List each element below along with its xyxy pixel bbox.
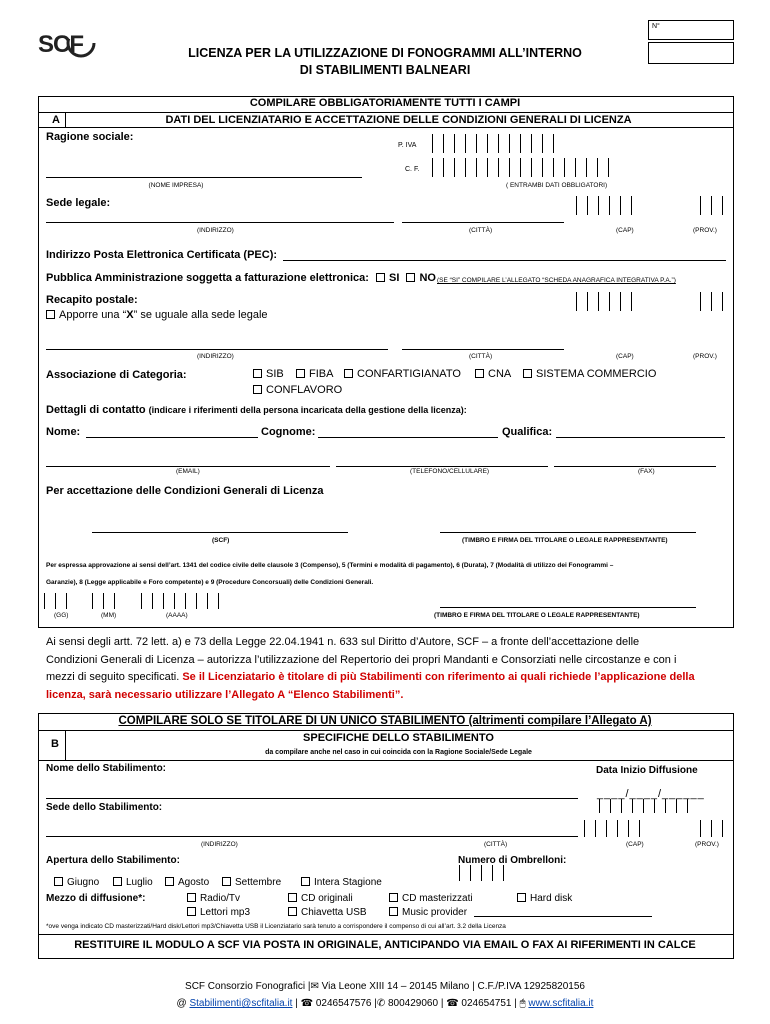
mezzo-hard-disk-label: Hard disk (530, 893, 573, 904)
entrambi-caption: ( ENTRAMBI DATI OBBLIGATORI) (506, 182, 608, 189)
pa-note: (SE “SI” COMPILARE L’ALLEGATO “SCHEDA ANAGRAFICA INTEGRATIVA P.A.”) (437, 277, 676, 284)
same-address-checkbox[interactable] (46, 310, 55, 319)
date-gg-cells[interactable] (44, 593, 67, 609)
stab-cap-caption: (CAP) (626, 841, 644, 848)
telefono-line[interactable] (336, 466, 548, 467)
approvazione-line-2: Garanzie), 8 (Legge applicabile e Foro competente) e 9 (Procedure Concorsuali) delle Condizioni Generali. (46, 579, 374, 586)
mese-giugno-checkbox[interactable] (54, 877, 63, 886)
pa-si-checkbox[interactable] (376, 273, 385, 282)
mese-giugno (54, 877, 99, 888)
stab-indirizzo-caption: (INDIRIZZO) (201, 841, 238, 848)
mezzo-chiavetta-usb (288, 907, 367, 918)
logo-text: SCF (38, 31, 83, 58)
nome-label: Nome: (46, 426, 81, 438)
paragraph-line-3: mezzi di seguito specificati. (46, 671, 180, 683)
mezzo-music-provider-checkbox[interactable] (389, 907, 398, 916)
mezzo-chiavetta-usb-label: Chiavetta USB (301, 907, 367, 918)
nome-line[interactable] (86, 437, 258, 438)
piva-label: P. IVA (398, 142, 417, 149)
sede-indirizzo-line[interactable] (46, 222, 394, 223)
mese-settembre-label: Settembre (235, 877, 282, 888)
apporre-pre: Apporre una “ (59, 309, 127, 321)
gg-caption: (GG) (54, 612, 69, 619)
paragraph-line-1: Ai sensi degli artt. 72 lett. a) e 73 della Legge 22.04.1941 n. 633 sul Diritto d’Autore, SCF – a fronte dell’accettazione delle (46, 636, 640, 648)
section-a-title: DATI DEL LICENZIATARIO E ACCETTAZIONE DELLE CONDIZIONI GENERALI DI LICENZA (165, 114, 632, 126)
section-b-banner: COMPILARE SOLO SE TITOLARE DI UN UNICO STABILIMENTO (altrimenti compilare l’Allegato A) (118, 715, 652, 727)
recapito-prov-cells[interactable] (700, 292, 723, 311)
mezzo-cd-originali-checkbox[interactable] (288, 893, 297, 902)
assoc-confartigianato (344, 368, 461, 380)
section-a-banner: COMPILARE OBBLIGATORIAMENTE TUTTI I CAMPI (249, 97, 521, 109)
assoc-fiba-label: FIBA (309, 368, 334, 380)
mezzo-radio-tv-label: Radio/Tv (200, 893, 241, 904)
date-aaaa-cells[interactable] (141, 593, 219, 609)
paragraph-line-2: Condizioni Generali di Licenza – autorizza l’utilizzazione del Repertorio dei propri Mandanti e Consorziati nelle circostanze e con i (46, 653, 677, 666)
pa-no-label: NO (419, 272, 436, 284)
nome-impresa-caption: (NOME IMPRESA) (148, 182, 204, 189)
date-signature-line[interactable] (440, 607, 696, 608)
mese-luglio-checkbox[interactable] (113, 877, 122, 886)
mezzo-radio-tv-checkbox[interactable] (187, 893, 196, 902)
page-title (150, 45, 620, 79)
mezzo-hard-disk-checkbox[interactable] (517, 893, 526, 902)
recapito-indirizzo-line[interactable] (46, 349, 388, 350)
pec-label: Indirizzo Posta Elettronica Certificata (PEC): (46, 249, 278, 261)
mezzo-hard-disk (517, 893, 572, 904)
mezzo-footnote: *ove venga indicato CD masterizzati/Hard disk/Lettori mp3/Chiavetta USB il Licenziatario sarà tenuto a corrispondere il compenso di cui all’art. 3.2 della Licenza (46, 923, 506, 930)
recapito-indirizzo-caption: (INDIRIZZO) (197, 353, 234, 360)
stab-citta-line[interactable] (348, 836, 578, 837)
section-b-subtitle: da compilare anche nel caso in cui coincida con la Ragione Sociale/Sede Legale (265, 749, 532, 756)
ragione-sociale-label: Ragione sociale: (46, 131, 134, 143)
mese-settembre (222, 877, 281, 888)
footer-address: SCF Consorzio Fonografici |✉ Via Leone XIII 14 – 20145 Milano | C.F./P.IVA 12925820156 (185, 981, 585, 992)
number-box[interactable] (648, 20, 734, 40)
mese-intera-stagione-label: Intera Stagione (314, 877, 382, 888)
associazione-label: Associazione di Categoria: (46, 369, 187, 381)
scf-signature-line (92, 532, 348, 533)
mese-giugno-label: Giugno (67, 877, 100, 888)
indirizzo-caption: (INDIRIZZO) (197, 227, 234, 234)
footer-website-link[interactable]: www.scfitalia.it (528, 998, 594, 1009)
aaaa-caption: (AAAA) (166, 612, 188, 619)
nome-impresa-line[interactable] (46, 177, 362, 178)
mezzo-cd-originali-label: CD originali (301, 893, 353, 904)
pa-no-checkbox[interactable] (406, 273, 415, 282)
mese-intera-stagione (301, 877, 382, 888)
dettagli-note: (indicare i riferimenti della persona incaricata della gestione della licenza): (148, 405, 467, 415)
cap-caption: (CAP) (616, 227, 634, 234)
cf-label: C. F. (405, 166, 420, 173)
mese-agosto-checkbox[interactable] (165, 877, 174, 886)
footer-email-link[interactable]: Stabilimenti@scfitalia.it (189, 998, 293, 1009)
titolare-signature-line[interactable] (440, 532, 696, 533)
sede-stabilimento-label: Sede dello Stabilimento: (46, 802, 163, 813)
mese-luglio (113, 877, 153, 888)
mezzo-lettori-mp3-checkbox[interactable] (187, 907, 196, 916)
assoc-sib-label: SIB (266, 368, 284, 380)
music-provider-line[interactable] (474, 916, 652, 917)
recapito-label: Recapito postale: (46, 294, 138, 306)
mese-luglio-label: Luglio (126, 877, 153, 888)
data-inizio-cells[interactable] (599, 799, 688, 813)
mese-agosto-label: Agosto (178, 877, 210, 888)
recapito-cap-cells[interactable] (576, 292, 632, 311)
title-line-1: LICENZA PER LA UTILIZZAZIONE DI FONOGRAMMI ALL’INTERNO (188, 46, 582, 60)
pec-line[interactable] (283, 260, 726, 261)
stab-cap-cells[interactable] (584, 820, 640, 837)
assoc-conflavoro (253, 384, 342, 396)
logo-swoosh-icon (64, 26, 98, 60)
mezzo-cd-masterizzati-checkbox[interactable] (389, 893, 398, 902)
recapito-citta-line[interactable] (402, 349, 564, 350)
mezzo-chiavetta-usb-checkbox[interactable] (288, 907, 297, 916)
assoc-conflavoro-label: CONFLAVORO (266, 384, 343, 396)
fax-caption: (FAX) (638, 468, 655, 475)
ombrelloni-cells[interactable] (459, 865, 504, 881)
pa-label: Pubblica Amministrazione soggetta a fatturazione elettronica: (46, 272, 369, 284)
mezzo-lettori-mp3 (187, 907, 250, 918)
footer-contacts (0, 995, 770, 1012)
nome-stabilimento-line[interactable] (46, 798, 578, 799)
footer-at: @ (176, 998, 190, 1009)
footer-phones: | ☎ 0246547576 |✆ 800429060 | ☎ 024654751 | 🖱 (292, 998, 529, 1009)
fax-line[interactable] (554, 466, 716, 467)
legal-paragraph (46, 634, 728, 704)
data-inizio-field[interactable]: ____/____/______ (597, 788, 705, 800)
data-inizio-label: Data Inizio Diffusione (596, 765, 698, 776)
apporre-row (46, 309, 268, 321)
sede-citta-line[interactable] (402, 222, 564, 223)
qualifica-label: Qualifica: (502, 426, 553, 438)
mezzo-cd-masterizzati (389, 893, 473, 904)
assoc-confartigianato-label: CONFARTIGIANATO (357, 368, 461, 380)
assoc-fiba (296, 368, 333, 380)
restituire-notice: RESTITUIRE IL MODULO A SCF VIA POSTA IN ORIGINALE, ANTICIPANDO VIA EMAIL O FAX AI RIFERIMENTI IN CALCE (74, 939, 696, 951)
assoc-sistema-commercio-label: SISTEMA COMMERCIO (536, 368, 657, 380)
stab-citta-caption: (CITTÀ) (484, 841, 508, 848)
cf-cells[interactable] (432, 158, 609, 177)
date-mm-cells[interactable] (92, 593, 115, 609)
accettazione-label: Per accettazione delle Condizioni Generali di Licenza (46, 485, 324, 497)
sede-cap-cells[interactable] (576, 196, 632, 215)
apporre-x: X (126, 309, 134, 321)
mezzo-radio-tv (187, 893, 240, 904)
dettagli-label: Dettagli di contatto (46, 404, 146, 416)
assoc-sib (253, 368, 284, 380)
dettagli-row (46, 404, 467, 416)
section-a-frame (38, 96, 734, 628)
approvazione-line-1: Per espressa approvazione ai sensi dell’art. 1341 del codice civile delle clausole 3 (Compenso), 5 (Termini e modalità di pagamento), 6 (Durata), 7 (Modalità di utilizzo dei Fonogrammi – (46, 562, 614, 569)
stab-prov-caption: (PROV.) (695, 841, 719, 848)
assoc-sistema-commercio-checkbox[interactable] (523, 369, 532, 378)
section-b-letter: B (51, 738, 59, 750)
approvazione-text (46, 557, 730, 591)
scf-signature-caption: (SCF) (212, 537, 230, 544)
mese-intera-stagione-checkbox[interactable] (301, 877, 310, 886)
sede-legale-label: Sede legale: (46, 197, 111, 209)
qualifica-line[interactable] (556, 437, 725, 438)
footer (0, 978, 770, 1012)
cognome-line[interactable] (318, 437, 498, 438)
recapito-prov-caption: (PROV.) (693, 353, 717, 360)
email-line[interactable] (46, 466, 330, 467)
sede-prov-cells[interactable] (700, 196, 723, 215)
assoc-sistema-commercio (523, 368, 656, 380)
mezzo-music-provider (389, 907, 467, 918)
paragraph-red-1: Se il Licenziatario è titolare di più Stabilimenti con riferimento ai quali richiede l’applicazione della (182, 671, 695, 683)
ombrelloni-label: Numero di Ombrelloni: (458, 855, 567, 866)
number-label: N° (652, 23, 660, 30)
stab-indirizzo-line[interactable] (46, 836, 372, 837)
telefono-caption: (TELEFONO/CELLULARE) (410, 468, 490, 475)
assoc-cna-label: CNA (488, 368, 512, 380)
mezzo-label: Mezzo di diffusione*: (46, 893, 146, 904)
stab-prov-cells[interactable] (700, 820, 723, 837)
assoc-cna-checkbox[interactable] (475, 369, 484, 378)
section-b-title: SPECIFICHE DELLO STABILIMENTO (303, 732, 494, 744)
mezzo-cd-masterizzati-label: CD masterizzati (402, 893, 473, 904)
citta-caption: (CITTÀ) (469, 227, 493, 234)
mese-agosto (165, 877, 209, 888)
title-line-2: DI STABILIMENTI BALNEARI (299, 63, 471, 77)
cognome-label: Cognome: (261, 426, 316, 438)
piva-cells[interactable] (432, 134, 554, 153)
mezzo-cd-originali (288, 893, 353, 904)
recapito-cap-caption: (CAP) (616, 353, 634, 360)
email-caption: (EMAIL) (176, 468, 200, 475)
number-field[interactable] (648, 42, 734, 64)
assoc-confartigianato-checkbox[interactable] (344, 369, 353, 378)
pa-si-label: SI (389, 272, 400, 284)
nome-stabilimento-label: Nome dello Stabilimento: (46, 763, 167, 774)
mezzo-lettori-mp3-label: Lettori mp3 (200, 907, 251, 918)
mezzo-music-provider-label: Music provider (402, 907, 468, 918)
prov-caption: (PROV.) (693, 227, 717, 234)
assoc-sib-checkbox[interactable] (253, 369, 262, 378)
section-a-letter: A (52, 114, 60, 126)
paragraph-red-2: licenza, sarà necessario utilizzare l’Allegato A “Elenco Stabilimenti”. (46, 688, 404, 701)
mm-caption: (MM) (101, 612, 117, 619)
assoc-cna (475, 368, 511, 380)
recapito-citta-caption: (CITTÀ) (469, 353, 493, 360)
apertura-label: Apertura dello Stabilimento: (46, 855, 180, 866)
date-signature-caption: (TIMBRO E FIRMA DEL TITOLARE O LEGALE RAPPRESENTANTE) (434, 612, 640, 619)
titolare-signature-caption: (TIMBRO E FIRMA DEL TITOLARE O LEGALE RAPPRESENTANTE) (462, 537, 668, 544)
assoc-fiba-checkbox[interactable] (296, 369, 305, 378)
mese-settembre-checkbox[interactable] (222, 877, 231, 886)
pa-row (46, 272, 436, 284)
apporre-post: ” se uguale alla sede legale (133, 309, 268, 321)
assoc-conflavoro-checkbox[interactable] (253, 385, 262, 394)
